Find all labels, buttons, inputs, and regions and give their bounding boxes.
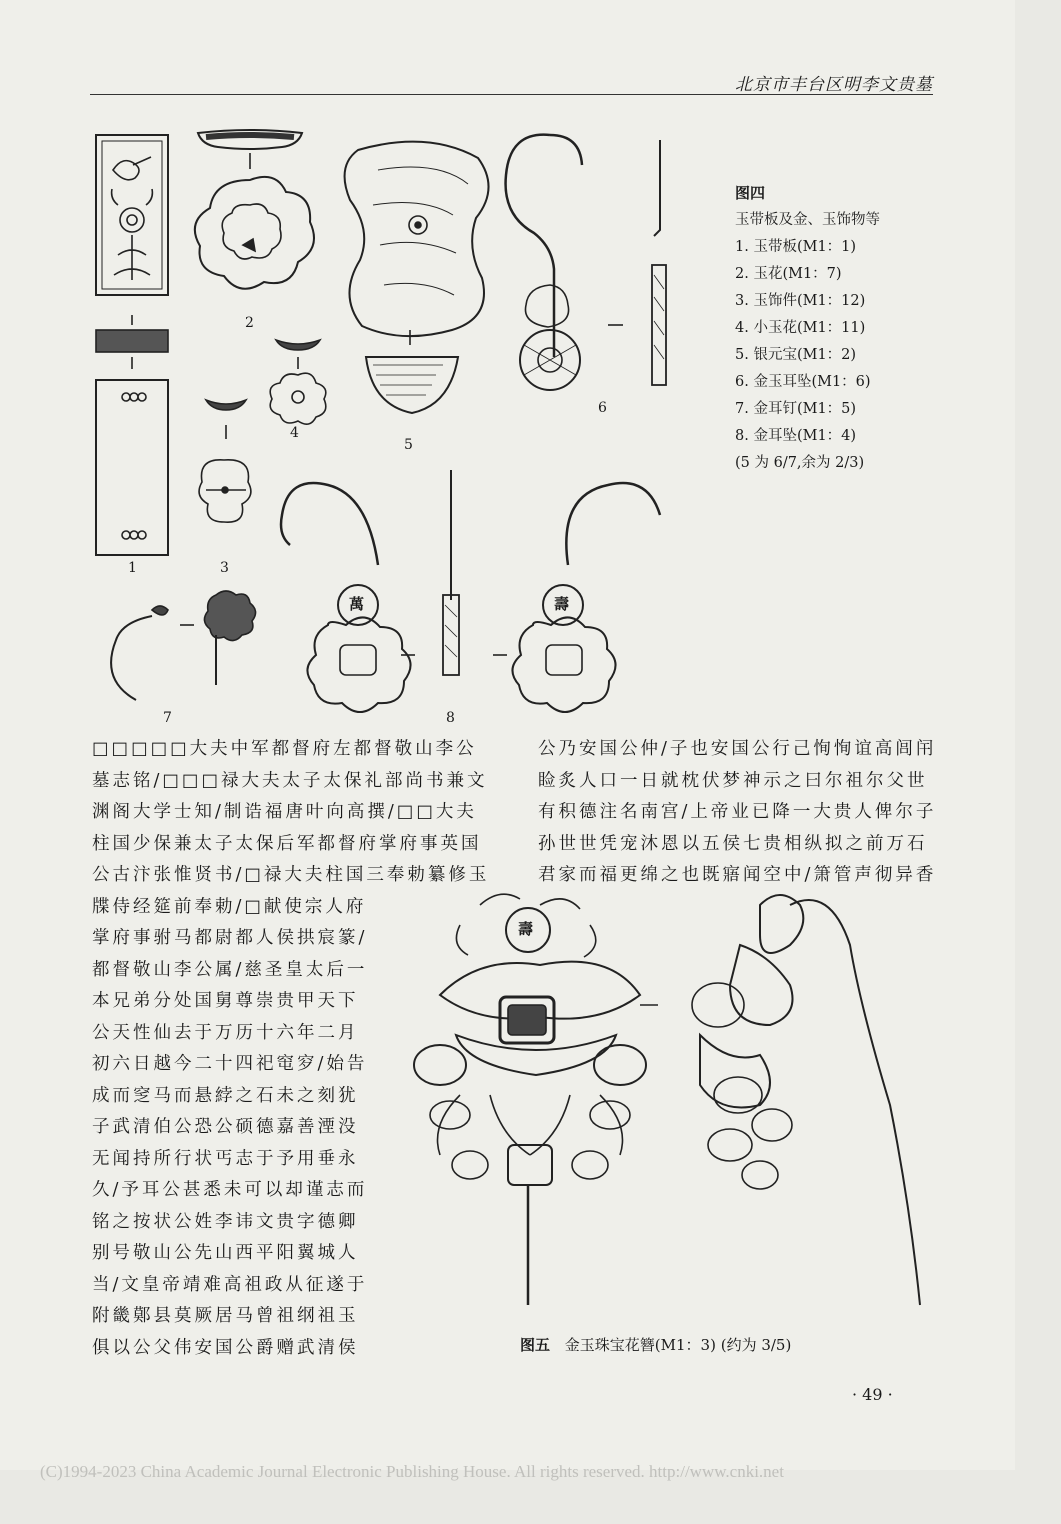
inscription-wan: 萬 bbox=[349, 595, 365, 613]
figure-5-label: 图五 bbox=[520, 1336, 551, 1354]
text-line: 别号敬山公先山西平阳翼城人 bbox=[92, 1243, 359, 1263]
inscription-shou: 壽 bbox=[554, 595, 570, 613]
text-line: 睑炙人口一日就枕伏梦神示之曰尔祖尔父世 bbox=[538, 770, 928, 791]
text-line: 俱以公父伟安国公爵赠武清侯 bbox=[92, 1337, 359, 1358]
figure-5-title: 金玉珠宝花簪(M1：3) (约为 3/5) bbox=[564, 1336, 792, 1354]
scale-note: (5 为 6/7,余为 2/3) bbox=[735, 455, 865, 471]
figure-4-title: 玉带板及金、玉饰物等 bbox=[735, 212, 880, 228]
drawing-silver-ingot bbox=[345, 142, 489, 413]
text-line: 孙世世凭宠沐恩以五侯七贵相纵拟之前万石 bbox=[538, 833, 928, 854]
figure-5-drawing bbox=[400, 885, 1000, 1315]
drawing-number-3: 3 bbox=[220, 560, 229, 576]
text-line: 公古汴张惟贤书/□禄大夫柱国三奉勅纂修玉 bbox=[92, 865, 490, 885]
drawing-gold-ear-stud bbox=[111, 591, 255, 700]
text-line: 都督敬山李公属/慈圣皇太后一 bbox=[92, 959, 368, 980]
text-line: 牒侍经筵前奉勅/□献使宗人府 bbox=[92, 896, 367, 917]
text-line: 柱国少保兼太子太保后军都督府掌府事英国 bbox=[92, 833, 482, 854]
figure-4-caption bbox=[735, 180, 880, 477]
figure-4-drawings bbox=[88, 125, 728, 725]
text-line: 君家而福更绵之也既寤闻空中/箫管声彻异香 bbox=[538, 865, 937, 885]
drawing-gold-earring bbox=[281, 470, 660, 712]
text-line: 公天性仙去于万历十六年二月 bbox=[92, 1022, 359, 1043]
epitaph-text-right bbox=[538, 734, 936, 892]
text-line: 无闻持所行状丐志于予用垂永 bbox=[92, 1148, 359, 1169]
text-line: 本兄弟分处国舅尊崇贵甲天下 bbox=[92, 991, 359, 1011]
text-line: 子武清伯公恐公硕德嘉善湮没 bbox=[92, 1117, 359, 1137]
caption-item: 6. 金玉耳坠(M1：6) bbox=[735, 374, 871, 390]
drawing-jade-flower bbox=[195, 130, 314, 289]
drawing-number-4: 4 bbox=[290, 425, 299, 441]
text-line: 铭之按状公姓李讳文贵字德卿 bbox=[92, 1211, 359, 1232]
text-line: 有积德注名南宫/上帝业已降一大贵人俾尔子 bbox=[538, 802, 937, 822]
text-line: 附畿鄚县莫厥居马曾祖纲祖玉 bbox=[92, 1306, 359, 1326]
drawing-number-7: 7 bbox=[163, 710, 172, 726]
text-line: 初六日越今二十四祀窀穸/始告 bbox=[92, 1054, 368, 1074]
header-title: 北京市丰台区明李文贵墓 bbox=[735, 75, 933, 95]
drawing-hairpin-front bbox=[414, 894, 658, 1305]
drawing-number-8: 8 bbox=[446, 710, 455, 726]
running-header bbox=[90, 70, 933, 95]
text-line: 久/予耳公甚悉未可以却谨志而 bbox=[92, 1180, 368, 1200]
drawing-jade-belt-plaque bbox=[96, 135, 168, 555]
text-line: 墓志铭/□□□禄大夫太子太保礼部尚书兼文 bbox=[92, 770, 488, 791]
caption-item: 4. 小玉花(M1：11) bbox=[735, 320, 866, 336]
drawing-jade-ornament bbox=[199, 400, 251, 522]
copyright-footer: (C)1994-2023 China Academic Journal Electronic Publishing House. All rights reserved. http://www.cnki.net bbox=[40, 1462, 784, 1481]
drawing-gold-jade-earring bbox=[506, 135, 666, 390]
drawing-number-6: 6 bbox=[598, 400, 607, 416]
text-line: 公乃安国公仲/子也安国公行己恂恂谊高闾闬 bbox=[538, 739, 937, 759]
drawing-number-2: 2 bbox=[245, 315, 254, 331]
drawing-small-jade-flower bbox=[270, 340, 326, 424]
caption-item: 8. 金耳坠(M1：4) bbox=[735, 428, 857, 444]
caption-item: 5. 银元宝(M1：2) bbox=[735, 347, 857, 363]
figure-5-caption bbox=[520, 1334, 791, 1355]
figure-4-label: 图四 bbox=[735, 184, 766, 202]
text-line: 掌府事驸马都尉都人侯拱宸篆/ bbox=[92, 928, 368, 948]
caption-item: 7. 金耳钉(M1：5) bbox=[735, 401, 857, 417]
caption-item: 1. 玉带板(M1：1) bbox=[735, 239, 857, 255]
text-line: 渊阁大学士知/制诰福唐叶向高撰/□□大夫 bbox=[92, 802, 477, 822]
drawing-hairpin-side bbox=[692, 895, 920, 1305]
hairpin-inscription: 壽 bbox=[518, 920, 534, 938]
caption-item: 3. 玉饰件(M1：12) bbox=[735, 293, 866, 309]
caption-item: 2. 玉花(M1：7) bbox=[735, 266, 842, 282]
drawing-number-1: 1 bbox=[128, 560, 137, 576]
page-number: · 49 · bbox=[852, 1385, 893, 1404]
text-line: □□□□□大夫中军都督府左都督敬山李公 bbox=[92, 739, 477, 759]
drawing-number-5: 5 bbox=[404, 437, 413, 453]
text-line: 当/文皇帝靖难高祖政从征遂于 bbox=[92, 1274, 368, 1295]
text-line: 成而窆马而悬綍之石未之刻犹 bbox=[92, 1085, 359, 1106]
